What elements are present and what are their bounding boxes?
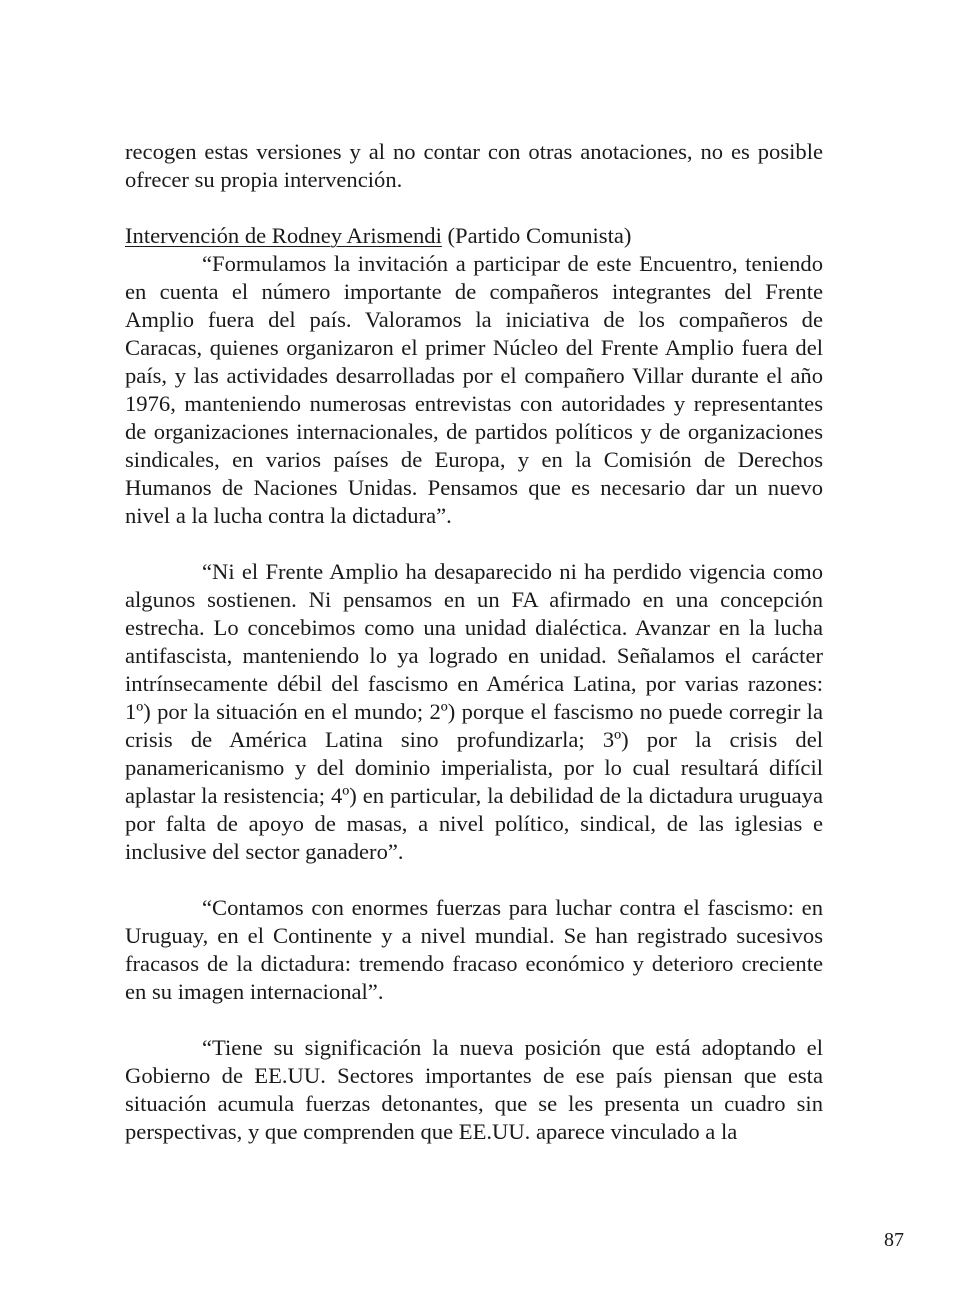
party-name: (Partido Comunista): [441, 223, 632, 248]
page-body: [125, 138, 823, 1146]
quote-paragraph-2: “Ni el Frente Amplio ha desaparecido ni ha perdido vigencia como algunos sostienen. Ni pensamos en un FA afirmado en una concepción estrecha. Lo concebimos como una unidad dialéctica. Avanzar en la lucha antifascista, manteniendo lo ya logrado en unidad. Señalamos el carácter intrínsecamente débil del fascismo en América Latina, por varias razones: 1º) por la situación en el mundo; 2º) porque el fascismo no puede corregir la crisis de América Latina sino profundizarla; 3º) por la crisis del panamericanismo y del dominio imperialista, por lo cual resultará difícil aplastar la resistencia; 4º) en particular, la debilidad de la dictadura uruguaya por falta de apoyo de masas, a nivel político, sindical, de las iglesias e inclusive del sector ganadero”.: [125, 559, 823, 864]
opening-paragraph: recogen estas versiones y al no contar con otras anotaciones, no es posible ofrecer su propia intervención.: [125, 139, 823, 192]
speaker-title: Intervención de Rodney Arismendi: [125, 223, 442, 248]
page-number: 87: [884, 1229, 904, 1251]
quote-paragraph-4: “Tiene su significación la nueva posición que está adoptando el Gobierno de EE.UU. Sectores importantes de ese país piensan que esta situación acumula fuerzas detonantes, que se les presenta un cuadro sin perspectivas, y que comprenden que EE.UU. aparece vinculado a la: [125, 1035, 823, 1144]
quote-paragraph-1: “Formulamos la invitación a participar de este Encuentro, teniendo en cuenta el número importante de compañeros integrantes del Frente Amplio fuera del país. Valoramos la iniciativa de los compañeros de Caracas, quienes organizaron el primer Núcleo del Frente Amplio fuera del país, y las actividades desarrolladas por el compañero Villar durante el año 1976, manteniendo numerosas entrevistas con autoridades y representantes de organizaciones internacionales, de partidos políticos y de organizaciones sindicales, en varios países de Europa, y en la Comisión de Derechos Humanos de Naciones Unidas. Pensamos que es necesario dar un nuevo nivel a la lucha contra la dictadura”.: [125, 251, 823, 528]
section-heading: [125, 222, 823, 250]
quote-paragraph-3: “Contamos con enormes fuerzas para luchar contra el fascismo: en Uruguay, en el Continente y a nivel mundial. Se han registrado sucesivos fracasos de la dictadura: tremendo fracaso económico y deterioro creciente en su imagen internacional”.: [125, 895, 823, 1004]
